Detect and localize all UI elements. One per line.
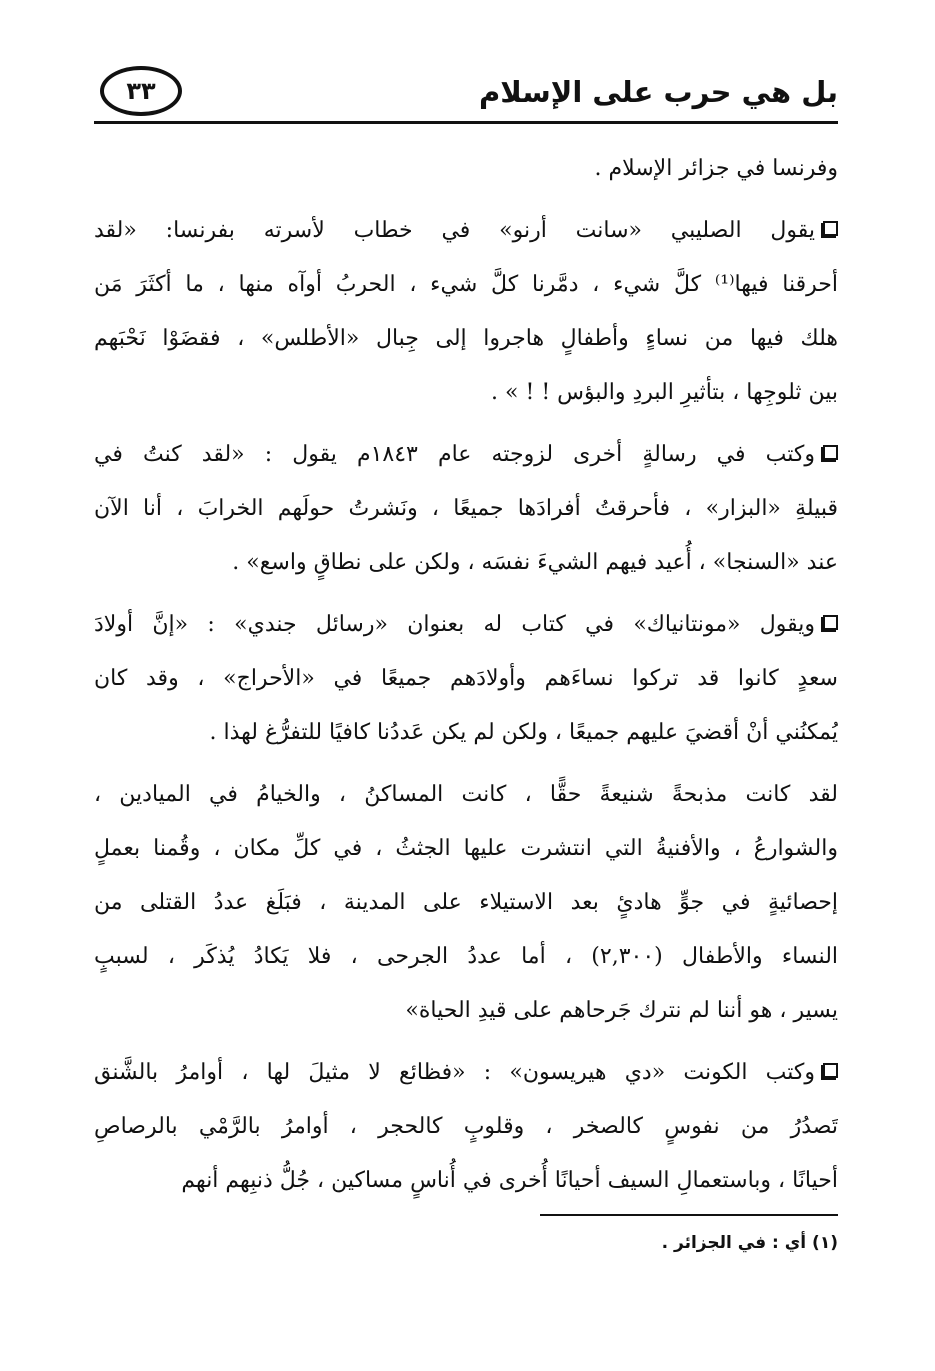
text-line [94, 536, 838, 590]
text-line-content: عند «السنجا» ، أُعيد فيهم الشيءَ نفسَه ، ولكن على نطاقٍ واسع» . [232, 550, 838, 575]
text-line-content: يُمكنُني أنْ أقضيَ عليهم جميعًا ، ولكن لم يكن عَددُنا كافيًا للتفرُّغ لهذا . [209, 720, 838, 745]
text-line-content: ويقول «مونتانياك» في كتاب له بعنوان «رسائل جندي» : «إنَّ أولادَ [94, 612, 815, 637]
text-line-content: بين ثلوجِها ، بتأثيرِ البردِ والبؤس ! ! » . [491, 380, 838, 405]
text-line [94, 876, 838, 930]
square-bullet-icon [823, 615, 838, 630]
text-line-content: أحرقنا فيها⁽¹⁾ كلَّ شيء ، دمَّرنا كلَّ شيء ، الحربُ أوآه منها ، ما أكثَرَ مَن [94, 272, 838, 297]
text-line [94, 706, 838, 760]
square-bullet-icon [823, 221, 838, 236]
running-title: بل هي حرب على الإسلام [478, 75, 838, 109]
text-line [94, 822, 838, 876]
text-line [94, 1046, 838, 1100]
text-line-content: والشوارعُ ، والأفنيةُ التي انتشرت عليها الجثثُ ، في كلِّ مكان ، وقُمنا بعملٍ [94, 836, 838, 861]
text-line-content: أحيانًا ، وباستعمالِ السيف أحيانًا أُخرى في أُناسٍ مساكين ، جُلُّ ذنبِهم أنهم [181, 1168, 838, 1193]
text-line-content: تَصدُرُ من نفوسٍ كالصخر ، وقلوبٍ كالحجر ، أوامرُ بالرَّمْي بالرصاصِ [94, 1114, 838, 1139]
page-header [94, 58, 838, 122]
footnote: (١) أي : في الجزائر . [661, 1233, 838, 1253]
text-line-content: وكتب في رسالةٍ أخرى لزوجته عام ١٨٤٣م يقول : «لقد كنتُ في [94, 442, 815, 467]
header-divider [94, 121, 838, 124]
text-line-content: إحصائيةٍ في جوٍّ هادئٍ بعد الاستيلاء على المدينة ، فبَلَغ عددُ القتلى من [94, 890, 838, 915]
text-line-content: هلك فيها من نساءٍ وأطفالٍ هاجروا إلى جِبال «الأطلس» ، فقضَوْا نَحْبَهم [94, 326, 838, 351]
text-line [94, 204, 838, 258]
text-line [94, 312, 838, 366]
text-line-content: يقول الصليبي «سانت أرنو» في خطاب لأسرته بفرنسا: «لقد [94, 218, 815, 243]
text-line-content: سعدٍ كانوا قد تركوا نساءَهم وأولادَهم جميعًا في «الأحراج» ، وقد كان [94, 666, 838, 691]
text-line [94, 1100, 838, 1154]
text-line-content: وكتب الكونت «دي هيريسون» : «فظائع لا مثيلَ لها ، أوامرُ بالشَّنق [94, 1060, 815, 1085]
text-line [94, 768, 838, 822]
text-line [94, 482, 838, 536]
page-number: ٣٣ [126, 77, 156, 105]
square-bullet-icon [823, 1063, 838, 1078]
text-line-content: النساء والأطفال (٢,٣٠٠) ، أما عددُ الجرحى ، فلا يَكادُ يُذكَر ، لسببٍ [94, 944, 838, 969]
text-line [94, 1154, 838, 1208]
body-text [94, 142, 838, 1208]
text-line-content: وفرنسا في جزائر الإسلام . [594, 156, 838, 181]
text-line [94, 428, 838, 482]
page-number-badge [100, 66, 182, 116]
text-line-content: يسير ، هو أننا لم نترك جَرحاهم على قيدِ الحياة» [405, 998, 838, 1023]
text-line-content: قبيلةِ «البزار» ، فأحرقتُ أفرادَها جميعًا ، ونَشرتُ حولَهم الخرابَ ، أنا الآن [94, 496, 838, 521]
text-line [94, 652, 838, 706]
square-bullet-icon [823, 445, 838, 460]
footnote-divider [540, 1214, 838, 1216]
text-line [94, 258, 838, 312]
text-line [94, 142, 838, 196]
text-line-content: لقد كانت مذبحةً شنيعةً حقًّا ، كانت المساكنُ ، والخيامُ في الميادين ، [94, 782, 838, 807]
text-line [94, 930, 838, 984]
text-line [94, 598, 838, 652]
text-line [94, 984, 838, 1038]
text-line [94, 366, 838, 420]
